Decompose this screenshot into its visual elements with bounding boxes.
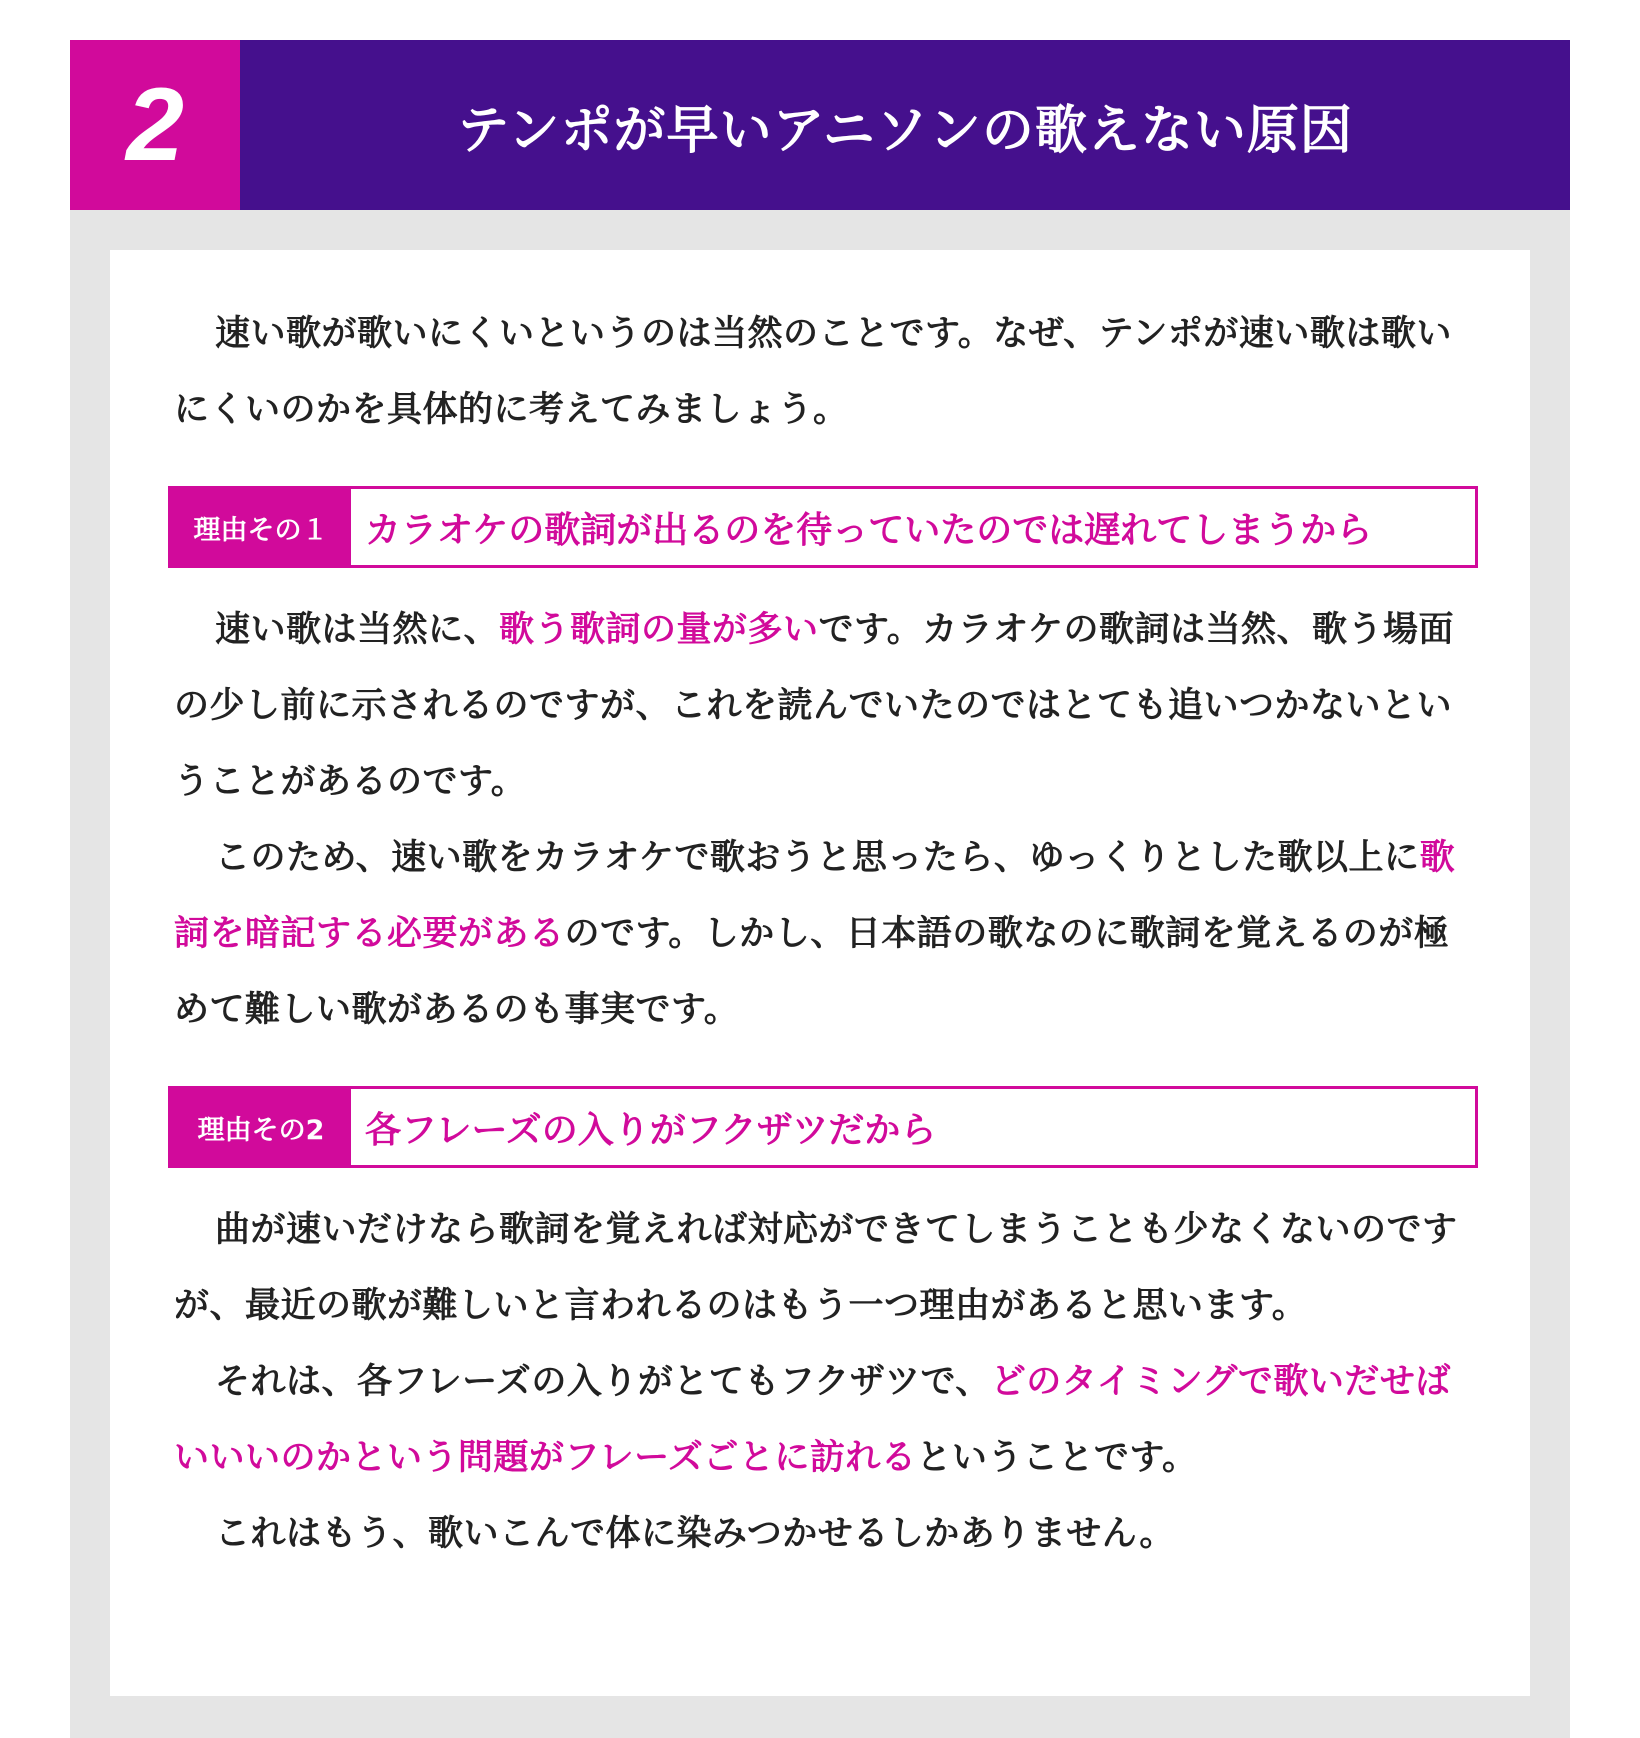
reason-1-heading bbox=[168, 486, 1478, 568]
text-segment: です。カラオケの歌詞は当然、歌う場面の少し前に示されるのですが、これを読んでいたのではとても追いつかないということがあるのです。 bbox=[174, 610, 1455, 802]
highlight-text: どのタイミングで歌いだせばいいいのかという問題がフレーズごとに訪れる bbox=[174, 1362, 1451, 1478]
text-segment: このため、速い歌をカラオケで歌おうと思ったら、ゆっくりとした歌以上に bbox=[215, 838, 1420, 878]
reason-1-paragraph-2 bbox=[174, 820, 1470, 1048]
reason-2-title: 各フレーズの入りがフクザツだから bbox=[365, 1109, 937, 1151]
content-card bbox=[110, 250, 1530, 1696]
reason-2-badge: 理由その2 bbox=[171, 1089, 351, 1165]
section-number: 2 bbox=[70, 40, 240, 210]
text-segment: 速い歌は当然に、 bbox=[215, 610, 500, 650]
highlight-text: 歌う歌詞の量が多い bbox=[499, 610, 819, 650]
article-body bbox=[174, 296, 1470, 1572]
text-segment: それは、各フレーズの入りがとてもフクザツで、 bbox=[215, 1362, 991, 1402]
text-segment: ということです。 bbox=[916, 1438, 1198, 1478]
reason-2-paragraph-2 bbox=[174, 1344, 1470, 1496]
intro-paragraph: 速い歌が歌いにくいというのは当然のことです。なぜ、テンポが速い歌は歌いにくいのかを具体的に考えてみましょう。 bbox=[174, 314, 1452, 430]
text-segment: のです。しかし、日本語の歌なのに歌詞を覚えるのが極めて難しい歌があるのも事実です。 bbox=[174, 914, 1450, 1030]
reason-2-paragraph-3: これはもう、歌いこんで体に染みつかせるしかありません。 bbox=[215, 1514, 1175, 1554]
section-header bbox=[70, 40, 1570, 210]
content-panel bbox=[70, 210, 1570, 1738]
section-title: テンポが早いアニソンの歌えない原因 bbox=[240, 40, 1570, 210]
reason-2-heading bbox=[168, 1086, 1478, 1168]
highlight-text: 歌詞を暗記する必要がある bbox=[174, 838, 1456, 954]
reason-2-paragraph-1: 曲が速いだけなら歌詞を覚えれば対応ができてしまうことも少なくないのですが、最近の歌が難しいと言われるのはもう一つ理由があると思います。 bbox=[174, 1210, 1458, 1326]
reason-1-paragraph-1 bbox=[174, 592, 1470, 820]
reason-1-title: カラオケの歌詞が出るのを待っていたのでは遅れてしまうから bbox=[365, 509, 1373, 551]
reason-1-badge: 理由その１ bbox=[171, 489, 351, 565]
